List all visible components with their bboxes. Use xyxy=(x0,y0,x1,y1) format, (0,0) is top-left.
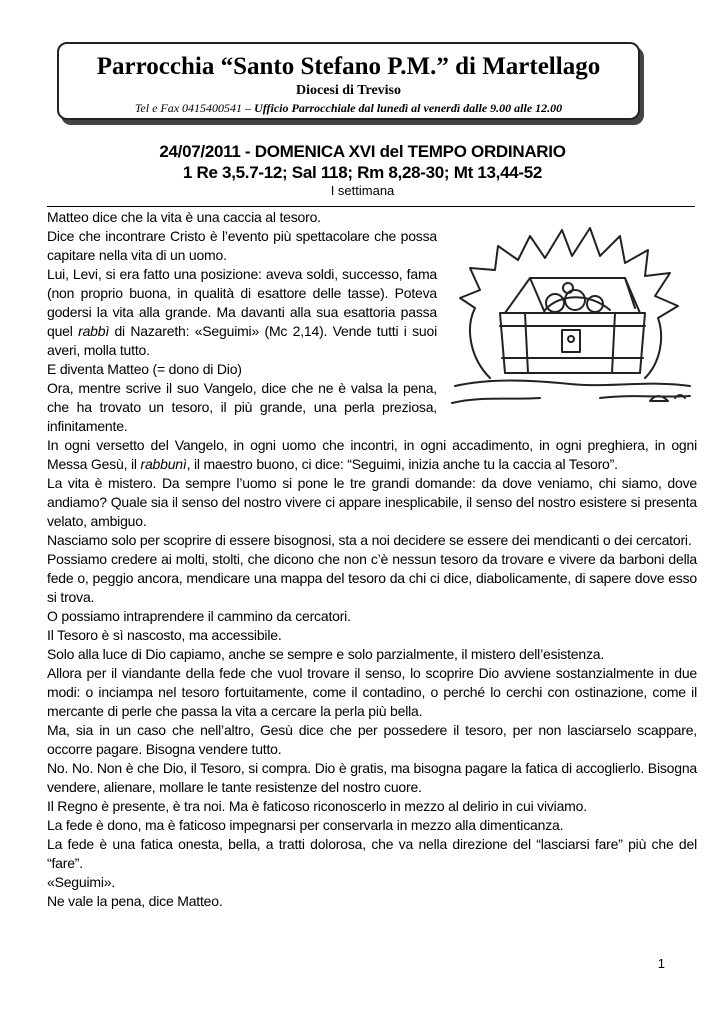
parish-header xyxy=(57,42,640,120)
paragraph: Ma, sia in un caso che nell’altro, Gesù dice che per possedere il tesoro, per non lasciarselo scappare, occorre pagare. Bisogna vendere tutto. xyxy=(47,722,697,757)
contact-line xyxy=(59,100,638,116)
paragraph: La fede è una fatica onesta, bella, a tratti dolorosa, che va nella direzione del “lasciarsi fare” più che del “fare”. xyxy=(47,836,697,871)
emphasis: rabbì xyxy=(78,323,110,339)
paragraph: Lui, Levi, si era fatto una posizione: aveva soldi, successo, fama (non proprio buona, in qualità di esattore delle tasse). Poteva godersi la vita alla grande. Ma davanti alla sua esattoria passa quel rabbì di Nazareth: «Seguimi» (Mc 2,14). Vende tutti i suoi averi, molla tutto. xyxy=(47,266,438,358)
section-divider xyxy=(47,206,695,207)
paragraph: Possiamo credere ai molti, stolti, che dicono che non c’è nessun tesoro da trovare e vivere da barboni della fede o, peggio ancora, mendicare una mappa del tesoro da chi ci dice, diabolicamente, di sapere dove esso si trova. xyxy=(47,551,697,605)
paragraph: Dice che incontrare Cristo è l’evento più spettacolare che possa capitare nella vita di un uomo. xyxy=(47,228,437,263)
paragraph: Ora, mentre scrive il suo Vangelo, dice che ne è valsa la pena, che ha trovato un tesoro, il più grande, una perla preziosa, infinitamente. xyxy=(47,380,437,434)
paragraph: O possiamo intraprendere il cammino da cercatori. xyxy=(47,608,351,624)
liturgy-readings: 1 Re 3,5.7-12; Sal 118; Rm 8,28-30; Mt 13,44-52 xyxy=(182,163,543,182)
paragraph: Il Tesoro è sì nascosto, ma accessibile. xyxy=(47,627,282,643)
paragraph: La vita è mistero. Da sempre l’uomo si pone le tre grandi domande: da dove veniamo, chi siamo, dove andiamo? Quale sia il senso del nostro vivere ci appare inesplicabile, il senso del nostro esistere si presenta velato, ambiguo. xyxy=(47,475,697,529)
paragraph: Nasciamo solo per scoprire di essere bisognosi, sta a noi decidere se essere dei mendicanti o dei cercatori. xyxy=(47,532,692,548)
paragraph: Matteo dice che la vita è una caccia al tesoro. xyxy=(47,209,321,225)
paragraph: E diventa Matteo (= dono di Dio) xyxy=(47,361,242,377)
page-number: 1 xyxy=(657,956,665,971)
paragraph: Il Regno è presente, è tra noi. Ma è faticoso riconoscerlo in mezzo al delirio in cui viviamo. xyxy=(47,798,587,814)
parish-title: Parrocchia “Santo Stefano P.M.” di Martellago xyxy=(96,53,601,80)
paragraph: Allora per il viandante della fede che vuol trovare il senso, lo scoprire Dio avviene sostanzialmente in due modi: o inciampa nel tesoro fortuitamente, come il contadino, o perché lo cerchi con ostinazione, come il mercante di perle che passa la vita a cercare la perla più bella. xyxy=(47,665,697,719)
liturgy-week: I settimana xyxy=(330,183,395,198)
diocese-name: Diocesi di Treviso xyxy=(296,83,401,98)
liturgy-heading xyxy=(0,142,725,199)
phone-fax: Tel e Fax 0415400541 – xyxy=(134,101,255,115)
wrapped-paragraphs xyxy=(47,208,697,436)
paragraph: Solo alla luce di Dio capiamo, anche se sempre e solo parzialmente, il mistero dell’esistenza. xyxy=(47,646,605,662)
emphasis: rabbunì xyxy=(140,456,187,472)
paragraph: La fede è dono, ma è faticoso impegnarsi per conservarla in mezzo alla dimenticanza. xyxy=(47,817,564,833)
paragraph: «Seguimi». xyxy=(47,874,116,890)
paragraph: In ogni versetto del Vangelo, in ogni uomo che incontri, in ogni accadimento, in ogni preghiera, in ogni Messa Gesù, il rabbunì, il maestro buono, ci dice: “Seguimi, inizia anche tu la caccia al Tesoro”. xyxy=(47,437,697,472)
paragraph: Ne vale la pena, dice Matteo. xyxy=(47,893,223,909)
article-body xyxy=(47,208,697,911)
liturgy-date: 24/07/2011 - DOMENICA XVI del TEMPO ORDINARIO xyxy=(159,142,566,161)
office-hours: Ufficio Parrocchiale dal lunedì al venerdì dalle 9.00 alle 12.00 xyxy=(254,101,563,115)
paragraph: No. No. Non è che Dio, il Tesoro, si compra. Dio è gratis, ma bisogna pagare la fatica di accoglierlo. Bisogna vendere, alienare, mollare le tante resistenze del nostro cuore. xyxy=(47,760,697,795)
